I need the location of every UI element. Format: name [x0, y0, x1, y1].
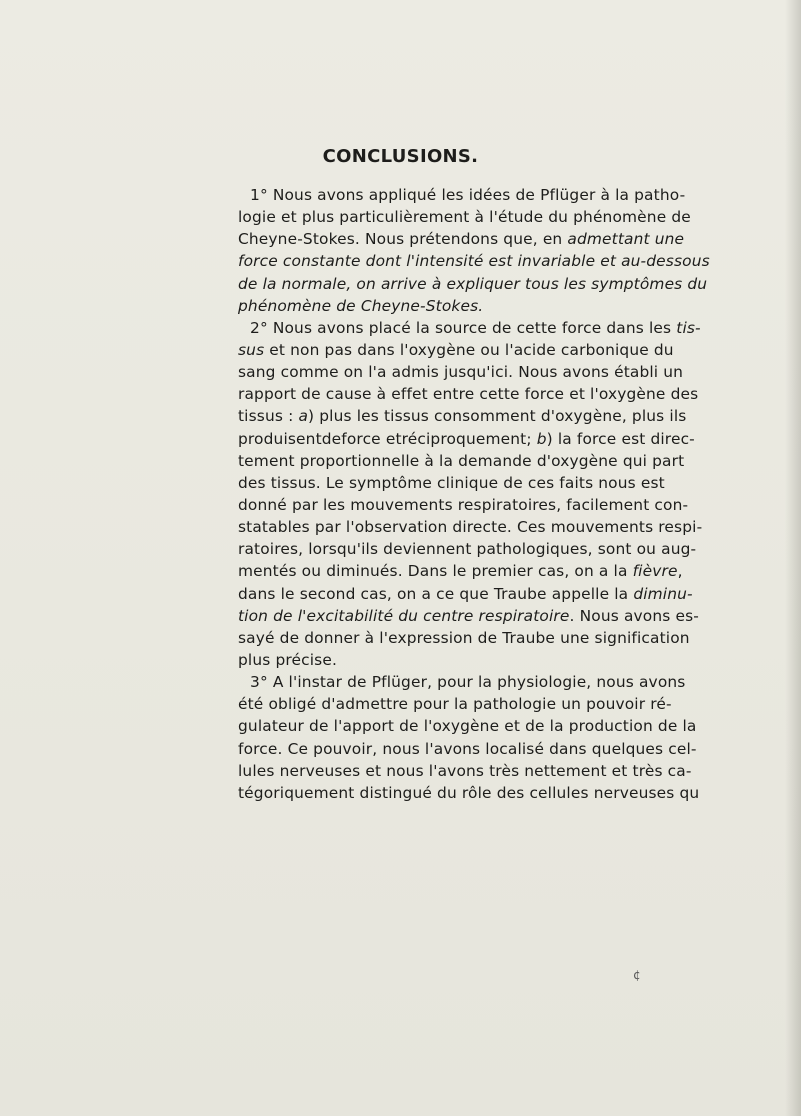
text-line [238, 715, 697, 737]
text-line [238, 405, 687, 427]
text-line [238, 516, 703, 538]
text-segment: , [677, 562, 683, 581]
text-segment: gulateur de l'apport de l'oxygène et de la production de la [238, 717, 697, 736]
text-line [238, 560, 683, 582]
page-title: CONCLUSIONS. [322, 146, 479, 167]
text-segment: 3° A l'instar de Pflüger, pour la physiologie, nous avons [250, 673, 686, 692]
text-segment: rapport de cause à effet entre cette force et l'oxygène des [238, 385, 699, 404]
text-segment: sang comme on l'a admis jusqu'ici. Nous avons établi un [238, 363, 684, 382]
text-segment: tement proportionnelle à la demande d'oxygène qui part [238, 451, 685, 470]
text-line [238, 450, 685, 472]
text-segment: . Nous avons es- [569, 606, 699, 625]
text-line [238, 472, 665, 494]
text-segment: tissus : [238, 407, 299, 426]
text-line [238, 206, 691, 228]
text-segment: été obligé d'admettre pour la pathologie un pouvoir ré- [238, 695, 672, 714]
text-line [238, 273, 708, 295]
text-line [238, 760, 692, 782]
text-segment: et non pas dans l'oxygène ou l'acide carbonique du [264, 340, 674, 359]
text-line [238, 228, 685, 250]
italic-text: force constante dont l'intensité est invariable et au-dessous [238, 252, 710, 271]
page-edge-shadow [785, 0, 801, 1116]
text-segment: des tissus. Le symptôme clinique de ces faits nous est [238, 473, 665, 492]
italic-text: sus [238, 340, 265, 359]
italic-text: b [536, 429, 547, 448]
conclusions-body [238, 184, 710, 804]
text-segment: ) la force est direc- [546, 429, 695, 448]
text-segment: ) plus les tissus consomment d'oxygène, plus ils [308, 407, 687, 426]
italic-text: de la normale, on arrive à expliquer tous les symptômes du [238, 274, 708, 293]
text-segment: dans le second cas, on a ce que Traube appelle la [238, 584, 634, 603]
text-segment: donné par les mouvements respiratoires, facilement con- [238, 495, 689, 514]
text-line [238, 428, 695, 450]
text-segment: statables par l'observation directe. Ces mouvements respi- [238, 518, 703, 537]
text-segment: produisentdeforce etréciproquement; [238, 429, 537, 448]
text-line [238, 538, 697, 560]
text-line [238, 361, 684, 383]
italic-text: a [298, 407, 309, 426]
text-line [238, 317, 701, 339]
text-segment: tégoriquement distingué du rôle des cellules nerveuses qu [238, 783, 700, 802]
text-line [238, 250, 710, 272]
text-line [238, 605, 699, 627]
text-segment: ratoires, lorsqu'ils deviennent pathologiques, sont ou aug- [238, 540, 697, 559]
text-line [238, 583, 693, 605]
text-segment: lules nerveuses et nous l'avons très nettement et très ca- [238, 761, 692, 780]
italic-text: fièvre [632, 562, 678, 581]
text-segment: logie et plus particulièrement à l'étude du phénomène de [238, 208, 691, 227]
text-line [238, 339, 674, 361]
text-segment: plus précise. [238, 650, 338, 669]
text-line [238, 383, 699, 405]
text-line [238, 627, 690, 649]
text-line [238, 184, 686, 206]
text-line [238, 693, 672, 715]
italic-text: tion de l'excitabilité du centre respiratoire [238, 606, 570, 625]
text-segment: 1° Nous avons appliqué les idées de Pflüger à la patho- [250, 186, 686, 204]
text-line [238, 494, 689, 516]
text-segment: sayé de donner à l'expression de Traube une signification [238, 628, 690, 647]
text-line [238, 782, 700, 804]
text-segment: force. Ce pouvoir, nous l'avons localisé dans quelques cel- [238, 739, 697, 758]
margin-mark: ¢ [633, 968, 641, 982]
text-segment: mentés ou diminués. Dans le premier cas, on a la [238, 562, 633, 581]
italic-text: diminu- [633, 584, 693, 603]
italic-text: tis- [676, 318, 701, 337]
text-line [238, 671, 686, 693]
text-line [238, 738, 697, 760]
text-line [238, 649, 657, 671]
text-segment: Cheyne-Stokes. Nous prétendons que, en [238, 230, 568, 249]
italic-text: phénomène de Cheyne-Stokes. [238, 296, 484, 315]
italic-text: admettant une [567, 230, 685, 249]
text-line [238, 295, 657, 317]
text-segment: 2° Nous avons placé la source de cette force dans les [250, 318, 677, 337]
